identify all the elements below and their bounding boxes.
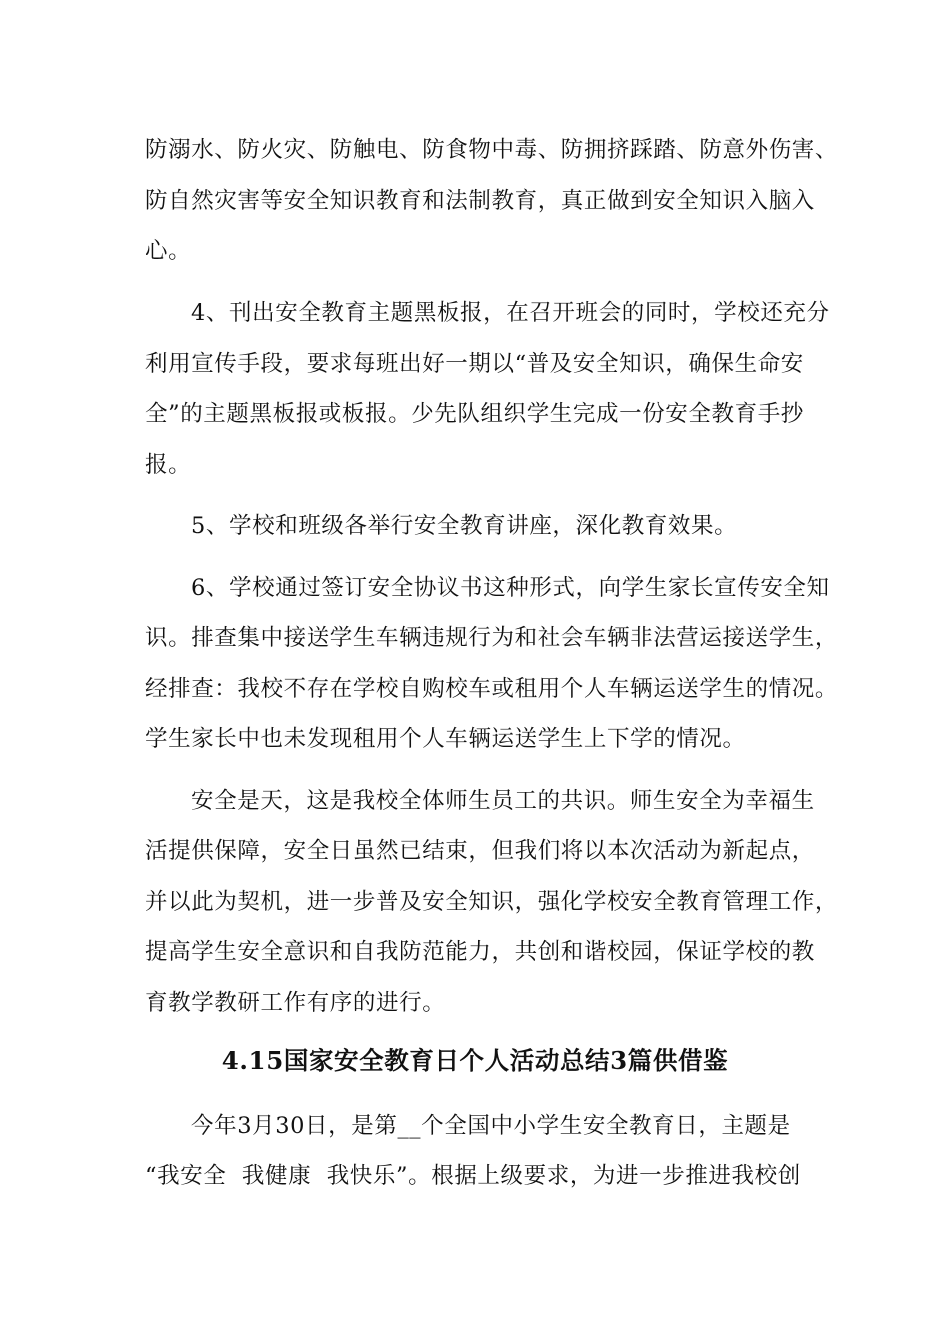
paragraph-5-line-1: 安全是天，这是我校全体师生员工的共识。师生安全为幸福生: [191, 788, 815, 814]
paragraph-4-line-3: 经排查：我校不存在学校自购校车或租用个人车辆运送学生的情况。: [145, 676, 839, 702]
paragraph-1-line-3: 心。: [145, 238, 192, 264]
section-heading: 4.15国家安全教育日个人活动总结3篇供借鉴: [221, 1046, 729, 1075]
paragraph-5-line-4: 提高学生安全意识和自我防范能力，共创和谐校园，保证学校的教: [145, 939, 815, 965]
paragraph-4-line-1: 6、学校通过签订安全协议书这种形式，向学生家长宣传安全知: [191, 575, 830, 601]
paragraph-4-line-2: 识。排查集中接送学生车辆违规行为和社会车辆非法营运接送学生，: [145, 625, 839, 651]
paragraph-2-line-1: 4、刊出安全教育主题黑板报，在召开班会的同时，学校还充分: [191, 300, 830, 326]
paragraph-5-line-5: 育教学教研工作有序的进行。: [145, 990, 446, 1016]
paragraph-3-line-1: 5、学校和班级各举行安全教育讲座，深化教育效果。: [191, 513, 738, 539]
paragraph-6-line-2: “我安全 我健康 我快乐”。根据上级要求，为进一步推进我校创: [145, 1163, 801, 1189]
paragraph-2-line-2: 利用宣传手段，要求每班出好一期以“普及安全知识，确保生命安: [145, 351, 804, 377]
paragraph-2-line-4: 报。: [145, 452, 192, 478]
paragraph-1-line-2: 防自然灾害等安全知识教育和法制教育，真正做到安全知识入脑入: [145, 188, 815, 214]
paragraph-6-line-1: 今年3月30日，是第__个全国中小学生安全教育日，主题是: [191, 1113, 791, 1139]
paragraph-5-line-2: 活提供保障，安全日虽然已结束，但我们将以本次活动为新起点，: [145, 838, 815, 864]
paragraph-5-line-3: 并以此为契机，进一步普及安全知识，强化学校安全教育管理工作，: [145, 889, 839, 915]
paragraph-2-line-3: 全”的主题黑板报或板报。少先队组织学生完成一份安全教育手抄: [145, 401, 804, 427]
paragraph-4-line-4: 学生家长中也未发现租用个人车辆运送学生上下学的情况。: [145, 726, 746, 752]
paragraph-1-line-1: 防溺水、防火灾、防触电、防食物中毒、防拥挤踩踏、防意外伤害、: [145, 137, 839, 163]
